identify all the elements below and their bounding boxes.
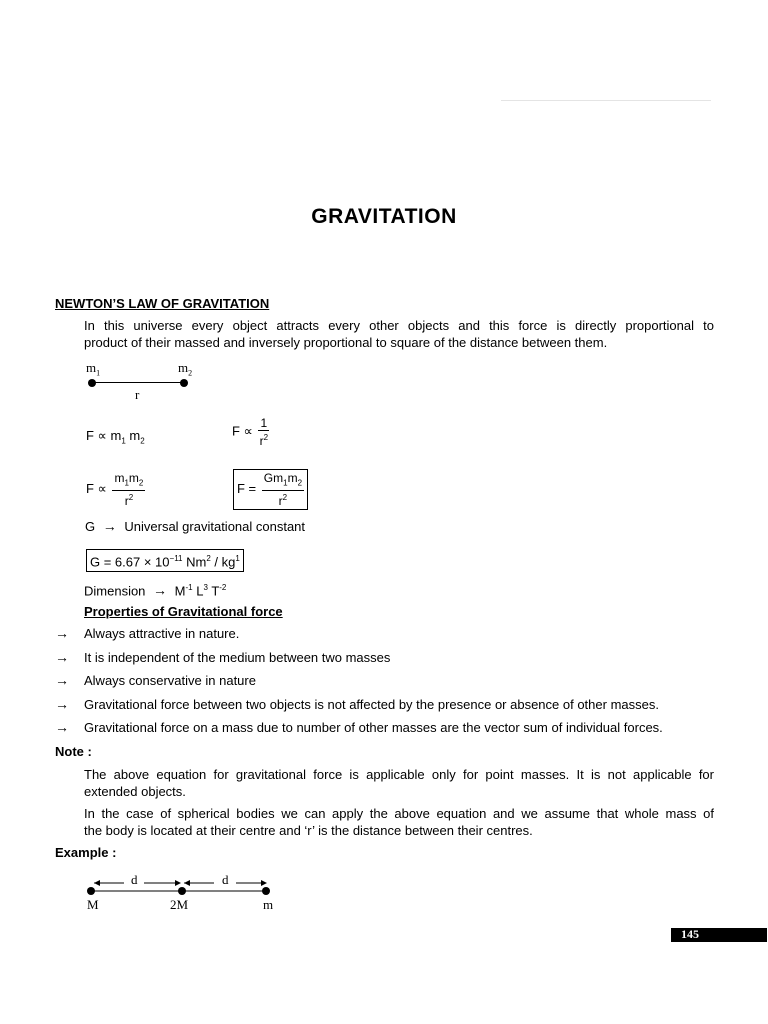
list-item: → Always conservative in nature <box>55 672 256 688</box>
properties-heading: Properties of Gravitational force <box>84 604 283 619</box>
distance-label-d2: d <box>222 872 229 887</box>
formula-f-prop-combined: F ∝ $\frac{m_1m_2}{r^2}$ <box>86 471 144 509</box>
mass-label-m: m <box>263 897 274 912</box>
right-arrow-icon: → <box>55 625 69 641</box>
page-title: GRAVITATION <box>311 205 457 228</box>
m1-label: $m_1$ <box>86 360 101 378</box>
example-diagram <box>84 870 284 915</box>
right-arrow-icon: → <box>55 695 69 712</box>
mass-label-M: M <box>87 897 99 912</box>
page-number-bar <box>671 928 767 942</box>
mass-point-1 <box>88 379 96 387</box>
formula-f-prop-inverse-square: F ∝ $\frac{1}{r^2}$ <box>232 416 269 448</box>
m2-label: $m_2$ <box>178 360 193 378</box>
intro-line-1: In this universe every object attracts every other objects and this force is directly proportional to <box>84 318 714 333</box>
note-paragraph-2: In the case of spherical bodies we can apply the above equation and we assume that whole mass of the body is located at their centre and ‘r’ is the distance between their centres. <box>84 806 714 838</box>
right-arrow-icon: → <box>55 648 69 665</box>
section-heading-newtons-law: NEWTON’S LAW OF GRAVITATION <box>55 296 270 311</box>
mass-label-2M: 2M <box>170 897 189 912</box>
header-rule <box>501 100 711 101</box>
mass-point-2 <box>180 379 188 387</box>
formula-newton-law-boxed: F = $\frac{Gm_1m_2}{r^2}$ <box>233 469 308 510</box>
properties-list <box>55 626 735 744</box>
two-mass-diagram <box>84 360 214 406</box>
formula-f-prop-masses: $F \propto m_1$ $m_2$ <box>86 428 145 446</box>
g-definition: G → Universal gravitational constant <box>85 518 306 534</box>
right-arrow-icon: → <box>102 518 117 534</box>
example-label: Example : <box>55 845 117 860</box>
list-item: → Gravitational force on a mass due to number of other masses are the vector sum of individual forces. <box>55 719 663 735</box>
page-number: 145 <box>681 927 699 941</box>
distance-line <box>92 382 184 383</box>
right-arrow-icon: → <box>55 719 69 735</box>
list-item: → Gravitational force between two objects is not affected by the presence or absence of other masses. <box>55 695 659 712</box>
intro-line-2: product of their massed and inversely proportional to square of the distance between them. <box>84 335 608 350</box>
list-item: → It is independent of the medium between two masses <box>55 648 391 665</box>
note-label: Note : <box>55 744 92 759</box>
dimension-line: Dimension → $M^{-1}$ $L^3$ $T^{-2}$ <box>84 582 227 599</box>
distance-label-d1: d <box>131 872 138 887</box>
right-arrow-icon: → <box>55 672 69 688</box>
intro-paragraph <box>84 318 714 351</box>
note-paragraph-1: The above equation for gravitational force is applicable only for point masses. It is not applicable for extended objects. <box>84 767 714 799</box>
list-item: → Always attractive in nature. <box>55 625 240 641</box>
right-arrow-icon: → <box>153 582 168 599</box>
r-label: r <box>135 387 140 402</box>
g-value-boxed: $G = 6.67 \times 10^{-11}$ $Nm^2 / kg^1$ <box>86 549 244 572</box>
